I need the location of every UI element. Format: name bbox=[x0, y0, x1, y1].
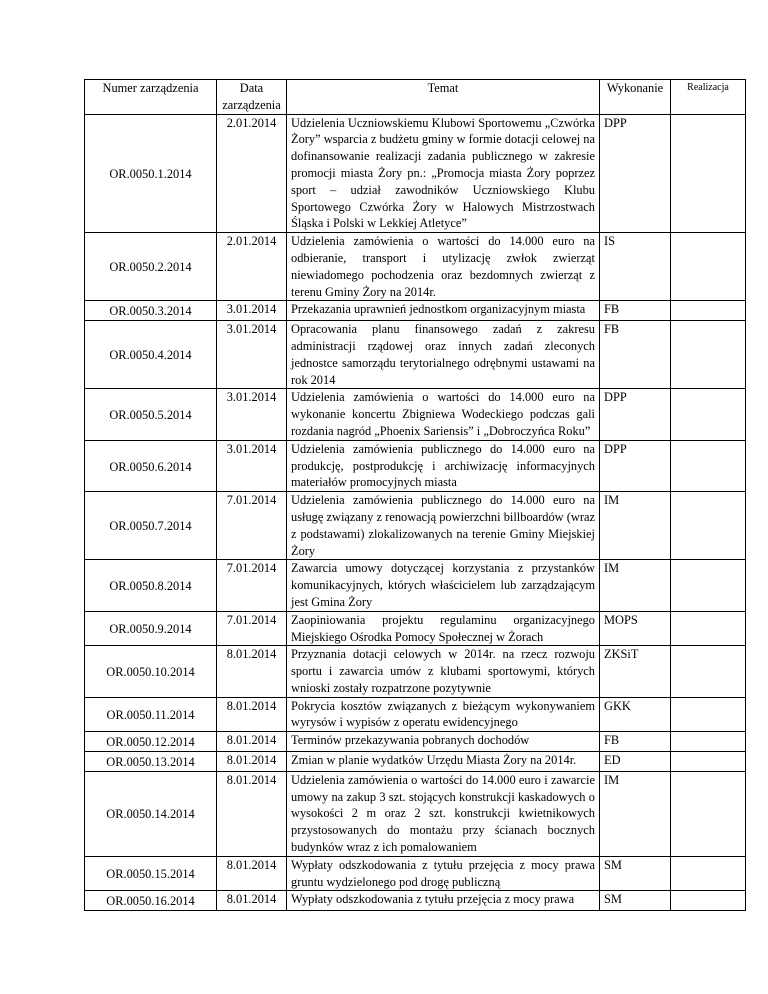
decree-date-cell: 2.01.2014 bbox=[217, 114, 287, 233]
decree-date-cell: 2.01.2014 bbox=[217, 233, 287, 301]
table-row bbox=[85, 440, 746, 491]
executor-cell: IM bbox=[600, 560, 671, 611]
decree-topic-cell: Wypłaty odszkodowania z tytułu przejęcia z mocy prawa bbox=[287, 891, 600, 911]
decree-number-cell: OR.0050.4.2014 bbox=[85, 321, 217, 389]
decree-topic-cell: Udzielenia Uczniowskiemu Klubowi Sportowemu „Czwórka Żory” wsparcia z budżetu gminy w formie dotacji celowej na dofinansowanie realizacji zadania publicznego w zakresie promocji miasta Żory pn.: „Promocja miasta Żory poprzez sport – udział zawodników Uczniowskiego Klubu Sportowego Czwórka Żory w Halowych Mistrzostwach Śląska i Polski w Lekkiej Atletyce” bbox=[287, 114, 600, 233]
decree-number-cell: OR.0050.12.2014 bbox=[85, 732, 217, 752]
realization-cell bbox=[671, 233, 746, 301]
decree-number-cell: OR.0050.1.2014 bbox=[85, 114, 217, 233]
header-realizacja: Realizacja bbox=[671, 80, 746, 115]
table-row bbox=[85, 752, 746, 772]
executor-cell: DPP bbox=[600, 440, 671, 491]
decree-date-cell: 3.01.2014 bbox=[217, 440, 287, 491]
decree-topic-cell: Udzielenia zamówienia o wartości do 14.000 euro na odbieranie, transport i utylizację zwłok zwierząt niewiadomego pochodzenia oraz bezdomnych zwierząt z terenu Gminy Żory na 2014r. bbox=[287, 233, 600, 301]
table-row bbox=[85, 233, 746, 301]
executor-cell: DPP bbox=[600, 389, 671, 440]
decree-number-cell: OR.0050.10.2014 bbox=[85, 646, 217, 697]
decree-date-cell: 3.01.2014 bbox=[217, 321, 287, 389]
table-row bbox=[85, 771, 746, 856]
table-row bbox=[85, 732, 746, 752]
table-header-row bbox=[85, 80, 746, 115]
realization-cell bbox=[671, 732, 746, 752]
decree-topic-cell: Przekazania uprawnień jednostkom organizacyjnym miasta bbox=[287, 301, 600, 321]
table-body bbox=[85, 114, 746, 911]
realization-cell bbox=[671, 560, 746, 611]
header-temat: Temat bbox=[287, 80, 600, 115]
decree-number-cell: OR.0050.5.2014 bbox=[85, 389, 217, 440]
decree-topic-cell: Udzielenia zamówienia o wartości do 14.000 euro na wykonanie koncertu Zbigniewa Wodeckiego podczas gali rozdania nagród „Phoenix Sariensis” i „Dobroczyńca Roku” bbox=[287, 389, 600, 440]
decree-date-cell: 8.01.2014 bbox=[217, 771, 287, 856]
decree-date-cell: 3.01.2014 bbox=[217, 301, 287, 321]
executor-cell: GKK bbox=[600, 697, 671, 732]
executor-cell: IS bbox=[600, 233, 671, 301]
executor-cell: SM bbox=[600, 856, 671, 891]
realization-cell bbox=[671, 697, 746, 732]
realization-cell bbox=[671, 891, 746, 911]
realization-cell bbox=[671, 301, 746, 321]
decree-topic-cell: Pokrycia kosztów związanych z bieżącym wykonywaniem wyrysów i wypisów z operatu ewidencyjnego bbox=[287, 697, 600, 732]
decree-number-cell: OR.0050.9.2014 bbox=[85, 611, 217, 646]
executor-cell: ED bbox=[600, 752, 671, 772]
decree-number-cell: OR.0050.14.2014 bbox=[85, 771, 217, 856]
decree-date-cell: 8.01.2014 bbox=[217, 856, 287, 891]
decrees-table bbox=[84, 79, 746, 911]
decree-number-cell: OR.0050.8.2014 bbox=[85, 560, 217, 611]
realization-cell bbox=[671, 114, 746, 233]
decree-number-cell: OR.0050.3.2014 bbox=[85, 301, 217, 321]
decree-date-cell: 8.01.2014 bbox=[217, 891, 287, 911]
executor-cell: SM bbox=[600, 891, 671, 911]
table-row bbox=[85, 611, 746, 646]
executor-cell: FB bbox=[600, 732, 671, 752]
decree-date-cell: 7.01.2014 bbox=[217, 560, 287, 611]
executor-cell: IM bbox=[600, 492, 671, 560]
executor-cell: MOPS bbox=[600, 611, 671, 646]
table-row bbox=[85, 389, 746, 440]
decree-number-cell: OR.0050.16.2014 bbox=[85, 891, 217, 911]
decree-number-cell: OR.0050.6.2014 bbox=[85, 440, 217, 491]
decree-date-cell: 3.01.2014 bbox=[217, 389, 287, 440]
table-row bbox=[85, 646, 746, 697]
realization-cell bbox=[671, 856, 746, 891]
decree-topic-cell: Udzielenia zamówienia publicznego do 14.000 euro na produkcję, postprodukcję i archiwizację informacyjnych materiałów promocyjnych miasta bbox=[287, 440, 600, 491]
table-row bbox=[85, 856, 746, 891]
decree-date-cell: 8.01.2014 bbox=[217, 732, 287, 752]
decree-date-cell: 8.01.2014 bbox=[217, 646, 287, 697]
decree-topic-cell: Opracowania planu finansowego zadań z zakresu administracji rządowej oraz innych zadań zleconych jednostce samorządu terytorialnego odrębnymi ustawami na rok 2014 bbox=[287, 321, 600, 389]
decree-date-cell: 8.01.2014 bbox=[217, 752, 287, 772]
realization-cell bbox=[671, 321, 746, 389]
decree-number-cell: OR.0050.15.2014 bbox=[85, 856, 217, 891]
decree-number-cell: OR.0050.13.2014 bbox=[85, 752, 217, 772]
executor-cell: IM bbox=[600, 771, 671, 856]
table-row bbox=[85, 697, 746, 732]
realization-cell bbox=[671, 492, 746, 560]
decree-topic-cell: Zawarcia umowy dotyczącej korzystania z przystanków komunikacyjnych, których właścicielem lub zarządzającym jest Gmina Żory bbox=[287, 560, 600, 611]
decree-topic-cell: Zaopiniowania projektu regulaminu organizacyjnego Miejskiego Ośrodka Pomocy Społecznej w Żorach bbox=[287, 611, 600, 646]
decree-topic-cell: Przyznania dotacji celowych w 2014r. na rzecz rozwoju sportu i zawarcia umów z klubami sportowymi, których wnioski zostały rozpatrzone pozytywnie bbox=[287, 646, 600, 697]
table-row bbox=[85, 301, 746, 321]
decree-number-cell: OR.0050.7.2014 bbox=[85, 492, 217, 560]
decree-date-cell: 8.01.2014 bbox=[217, 697, 287, 732]
header-data: Data zarządzenia bbox=[217, 80, 287, 115]
realization-cell bbox=[671, 646, 746, 697]
executor-cell: FB bbox=[600, 301, 671, 321]
decree-number-cell: OR.0050.11.2014 bbox=[85, 697, 217, 732]
realization-cell bbox=[671, 611, 746, 646]
realization-cell bbox=[671, 752, 746, 772]
executor-cell: DPP bbox=[600, 114, 671, 233]
table-row bbox=[85, 114, 746, 233]
table-row bbox=[85, 560, 746, 611]
decree-topic-cell: Terminów przekazywania pobranych dochodów bbox=[287, 732, 600, 752]
realization-cell bbox=[671, 771, 746, 856]
decree-date-cell: 7.01.2014 bbox=[217, 492, 287, 560]
table-row bbox=[85, 891, 746, 911]
table-row bbox=[85, 321, 746, 389]
decree-topic-cell: Udzielenia zamówienia o wartości do 14.000 euro i zawarcie umowy na zakup 3 szt. stojących konstrukcji kaskadowych o wysokości 2 m oraz 2 szt. konstrukcji kwietnikowych przystosowanych do montażu przy ścianach bocznych budynków wraz z ich pomalowaniem bbox=[287, 771, 600, 856]
realization-cell bbox=[671, 440, 746, 491]
executor-cell: FB bbox=[600, 321, 671, 389]
decree-topic-cell: Wypłaty odszkodowania z tytułu przejęcia z mocy prawa gruntu wydzielonego pod drogę publiczną bbox=[287, 856, 600, 891]
decree-date-cell: 7.01.2014 bbox=[217, 611, 287, 646]
decree-topic-cell: Zmian w planie wydatków Urzędu Miasta Żory na 2014r. bbox=[287, 752, 600, 772]
executor-cell: ZKSiT bbox=[600, 646, 671, 697]
decree-topic-cell: Udzielenia zamówienia publicznego do 14.000 euro na usługę związany z renowacją powierzchni billboardów (wraz z podstawami) zlokalizowanych na terenie Gminy Miejskiej Żory bbox=[287, 492, 600, 560]
decree-number-cell: OR.0050.2.2014 bbox=[85, 233, 217, 301]
table-row bbox=[85, 492, 746, 560]
header-wykonanie: Wykonanie bbox=[600, 80, 671, 115]
header-numer: Numer zarządzenia bbox=[85, 80, 217, 115]
realization-cell bbox=[671, 389, 746, 440]
